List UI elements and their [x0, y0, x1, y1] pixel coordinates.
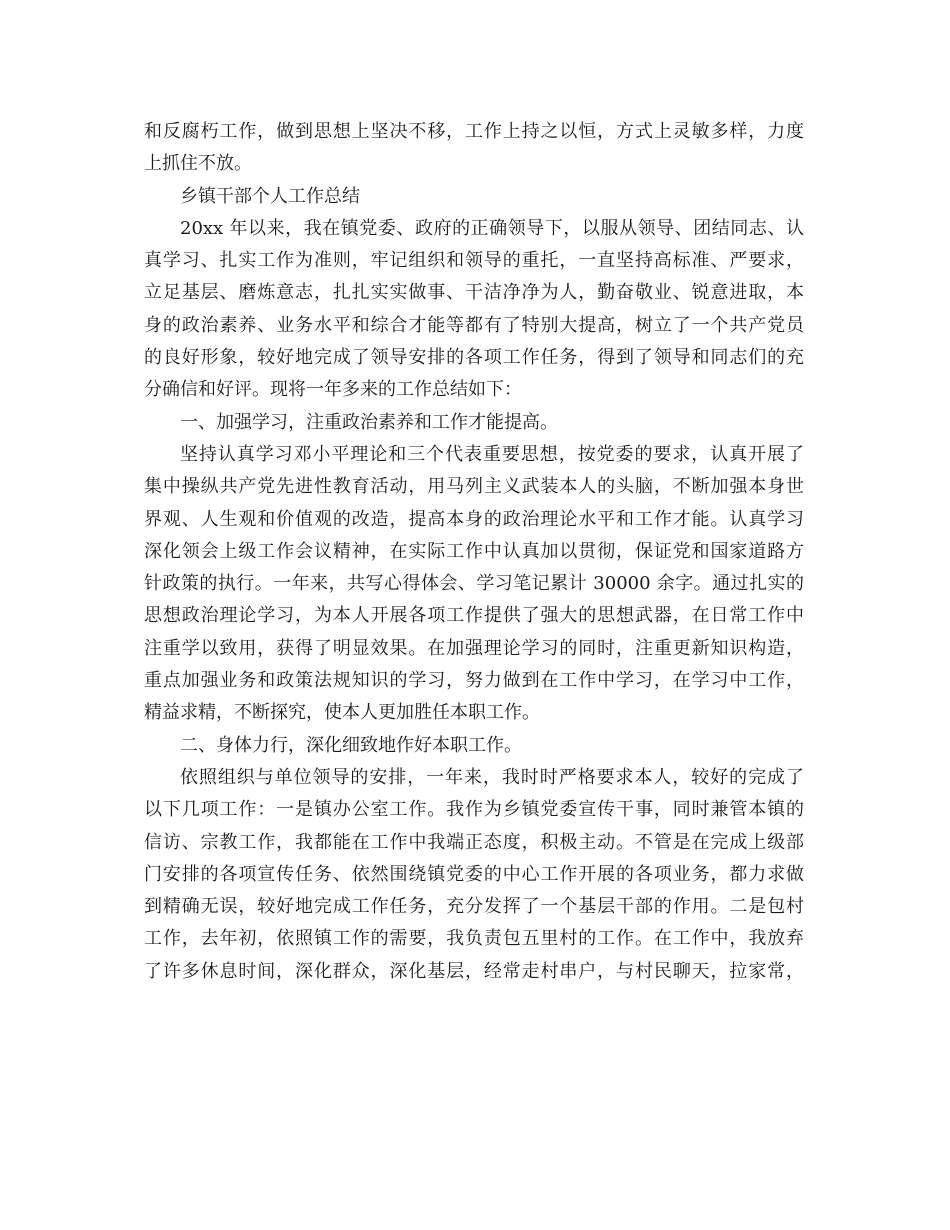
- text-line: 上抓住不放。: [144, 153, 252, 175]
- section-heading: 一、加强学习，注重政治素养和工作才能提高。: [180, 411, 558, 433]
- text-line: 身的政治素养、业务水平和综合才能等都有了特别大提高，树立了一个共产党员: [144, 314, 804, 336]
- text-line: 注重学以致用，获得了明显效果。在加强理论学习的同时，注重更新知识构造，: [144, 637, 804, 659]
- text-line: 分确信和好评。现将一年多来的工作总结如下：: [144, 379, 522, 401]
- text-line: 信访、宗教工作，我都能在工作中我端正态度，积极主动。不管是在完成上级部: [144, 831, 804, 853]
- text-line: 界观、人生观和价值观的改造，提高本身的政治理论水平和工作才能。认真学习: [144, 508, 804, 530]
- text-line: 坚持认真学习邓小平理论和三个代表重要思想，按党委的要求，认真开展了: [180, 443, 804, 465]
- text-line: 深化领会上级工作会议精神，在实际工作中认真加以贯彻，保证党和国家道路方: [144, 540, 804, 562]
- text-line: 重点加强业务和政策法规知识的学习，努力做到在工作中学习，在学习中工作，: [144, 670, 804, 692]
- text-line: 的良好形象，较好地完成了领导安排的各项工作任务，得到了领导和同志们的充: [144, 347, 804, 369]
- text-line: 门安排的各项宣传任务、依然围绕镇党委的中心工作开展的各项业务，都力求做: [144, 863, 804, 885]
- text-line: 真学习、扎实工作为准则，牢记组织和领导的重托，一直坚持高标准、严要求，: [144, 250, 804, 272]
- text-line: 到精确无误，较好地完成工作任务，充分发挥了一个基层干部的作用。二是包村: [144, 896, 804, 918]
- text-line: 针政策的执行。一年来，共写心得体会、学习笔记累计 30000 余字。通过扎实的: [144, 573, 804, 595]
- section-heading: 二、身体力行，深化细致地作好本职工作。: [180, 734, 522, 756]
- text-line: 集中操纵共产党先进性教育活动，用马列主义武装本人的头脑，不断加强本身世: [144, 476, 804, 498]
- document-body: [144, 116, 804, 988]
- text-line: 思想政治理论学习，为本人开展各项工作提供了强大的思想武器，在日常工作中: [144, 605, 804, 627]
- section-title: 乡镇干部个人工作总结: [180, 185, 360, 207]
- text-line: 精益求精，不断探究，使本人更加胜任本职工作。: [144, 702, 540, 724]
- text-line: 20xx 年以来，我在镇党委、政府的正确领导下，以服从领导、团结同志、认: [180, 217, 804, 239]
- text-line: 了许多休息时间，深化群众，深化基层，经常走村串户，与村民聊天，拉家常，: [144, 960, 804, 982]
- text-line: 工作，去年初，依照镇工作的需要，我负责包五里村的工作。在工作中，我放弃: [144, 928, 804, 950]
- text-line: 立足基层、磨炼意志，扎扎实实做事、干洁净净为人，勤奋敬业、锐意进取，本: [144, 282, 804, 304]
- text-line: 依照组织与单位领导的安排，一年来，我时时严格要求本人，较好的完成了: [180, 766, 804, 788]
- text-line: 以下几项工作：一是镇办公室工作。我作为乡镇党委宣传干事，同时兼管本镇的: [144, 799, 804, 821]
- text-line: 和反腐朽工作，做到思想上坚决不移，工作上持之以恒，方式上灵敏多样，力度: [144, 121, 804, 142]
